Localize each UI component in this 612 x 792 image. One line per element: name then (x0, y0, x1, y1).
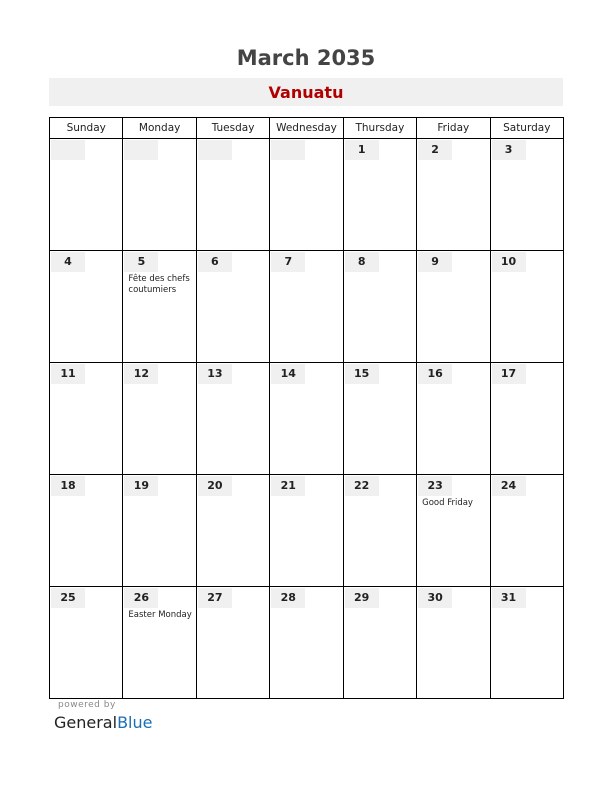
week-row (50, 251, 564, 363)
day-cell (123, 251, 196, 363)
day-number: 31 (492, 588, 526, 608)
week-row (50, 475, 564, 587)
weekday-friday: Friday (417, 118, 490, 139)
day-cell (490, 587, 563, 699)
day-cell (123, 363, 196, 475)
day-number: 4 (51, 252, 85, 272)
day-number: 3 (492, 140, 526, 160)
day-number: 22 (345, 476, 379, 496)
day-cell (196, 363, 269, 475)
powered-by-label: powered by (58, 700, 116, 710)
day-number: 7 (271, 252, 305, 272)
weekday-sunday: Sunday (50, 118, 123, 139)
day-cell (490, 139, 563, 251)
day-cell (196, 251, 269, 363)
country-banner (49, 78, 563, 106)
day-number: 8 (345, 252, 379, 272)
day-cell (270, 587, 343, 699)
calendar-title: March 2035 (236, 46, 376, 70)
day-number: 19 (124, 476, 158, 496)
day-number: 26 (124, 588, 158, 608)
day-number: 5 (124, 252, 158, 272)
day-number (271, 140, 305, 160)
day-cell (123, 139, 196, 251)
day-cell (270, 475, 343, 587)
day-number: 2 (418, 140, 452, 160)
day-cell (490, 475, 563, 587)
day-cell (417, 587, 490, 699)
brand-general: General (54, 713, 118, 732)
holiday-label: Good Friday (422, 498, 473, 508)
weekday-wednesday: Wednesday (270, 118, 343, 139)
day-cell (196, 475, 269, 587)
holiday-label: Easter Monday (128, 610, 192, 620)
day-number: 29 (345, 588, 379, 608)
day-number: 9 (418, 252, 452, 272)
day-number (51, 140, 85, 160)
weekday-thursday: Thursday (343, 118, 416, 139)
day-number: 23 (418, 476, 452, 496)
weekday-tuesday: Tuesday (196, 118, 269, 139)
day-cell (270, 139, 343, 251)
day-cell (490, 363, 563, 475)
day-number: 27 (198, 588, 232, 608)
day-cell (343, 363, 416, 475)
day-cell (50, 475, 123, 587)
day-number: 15 (345, 364, 379, 384)
day-number: 11 (51, 364, 85, 384)
day-cell (417, 251, 490, 363)
brand-blue: Blue (117, 713, 153, 732)
day-cell (196, 139, 269, 251)
day-cell (270, 363, 343, 475)
day-number: 6 (198, 252, 232, 272)
day-number: 12 (124, 364, 158, 384)
day-number: 16 (418, 364, 452, 384)
day-number: 24 (492, 476, 526, 496)
day-number: 1 (345, 140, 379, 160)
day-number: 14 (271, 364, 305, 384)
day-cell (50, 251, 123, 363)
weekday-header-row (50, 118, 564, 139)
day-cell (123, 475, 196, 587)
day-number: 13 (198, 364, 232, 384)
day-cell (270, 251, 343, 363)
brand-logo (54, 713, 152, 732)
day-cell (123, 587, 196, 699)
day-number: 25 (51, 588, 85, 608)
day-number: 21 (271, 476, 305, 496)
day-number: 17 (492, 364, 526, 384)
day-cell (417, 139, 490, 251)
day-cell (50, 139, 123, 251)
day-cell (343, 251, 416, 363)
day-number: 30 (418, 588, 452, 608)
day-number (124, 140, 158, 160)
day-number: 10 (492, 252, 526, 272)
holiday-label: Fête des chefs coutumiers (128, 274, 190, 295)
week-row (50, 587, 564, 699)
country-name: Vanuatu (268, 83, 344, 102)
weekday-monday: Monday (123, 118, 196, 139)
day-number: 20 (198, 476, 232, 496)
day-cell (490, 251, 563, 363)
day-cell (50, 363, 123, 475)
day-cell (417, 475, 490, 587)
day-cell (343, 587, 416, 699)
calendar-grid (49, 117, 564, 699)
day-cell (417, 363, 490, 475)
weekday-saturday: Saturday (490, 118, 563, 139)
day-cell (50, 587, 123, 699)
week-row (50, 139, 564, 251)
day-cell (343, 139, 416, 251)
day-cell (343, 475, 416, 587)
day-number: 28 (271, 588, 305, 608)
week-row (50, 363, 564, 475)
day-number (198, 140, 232, 160)
day-cell (196, 587, 269, 699)
day-number: 18 (51, 476, 85, 496)
